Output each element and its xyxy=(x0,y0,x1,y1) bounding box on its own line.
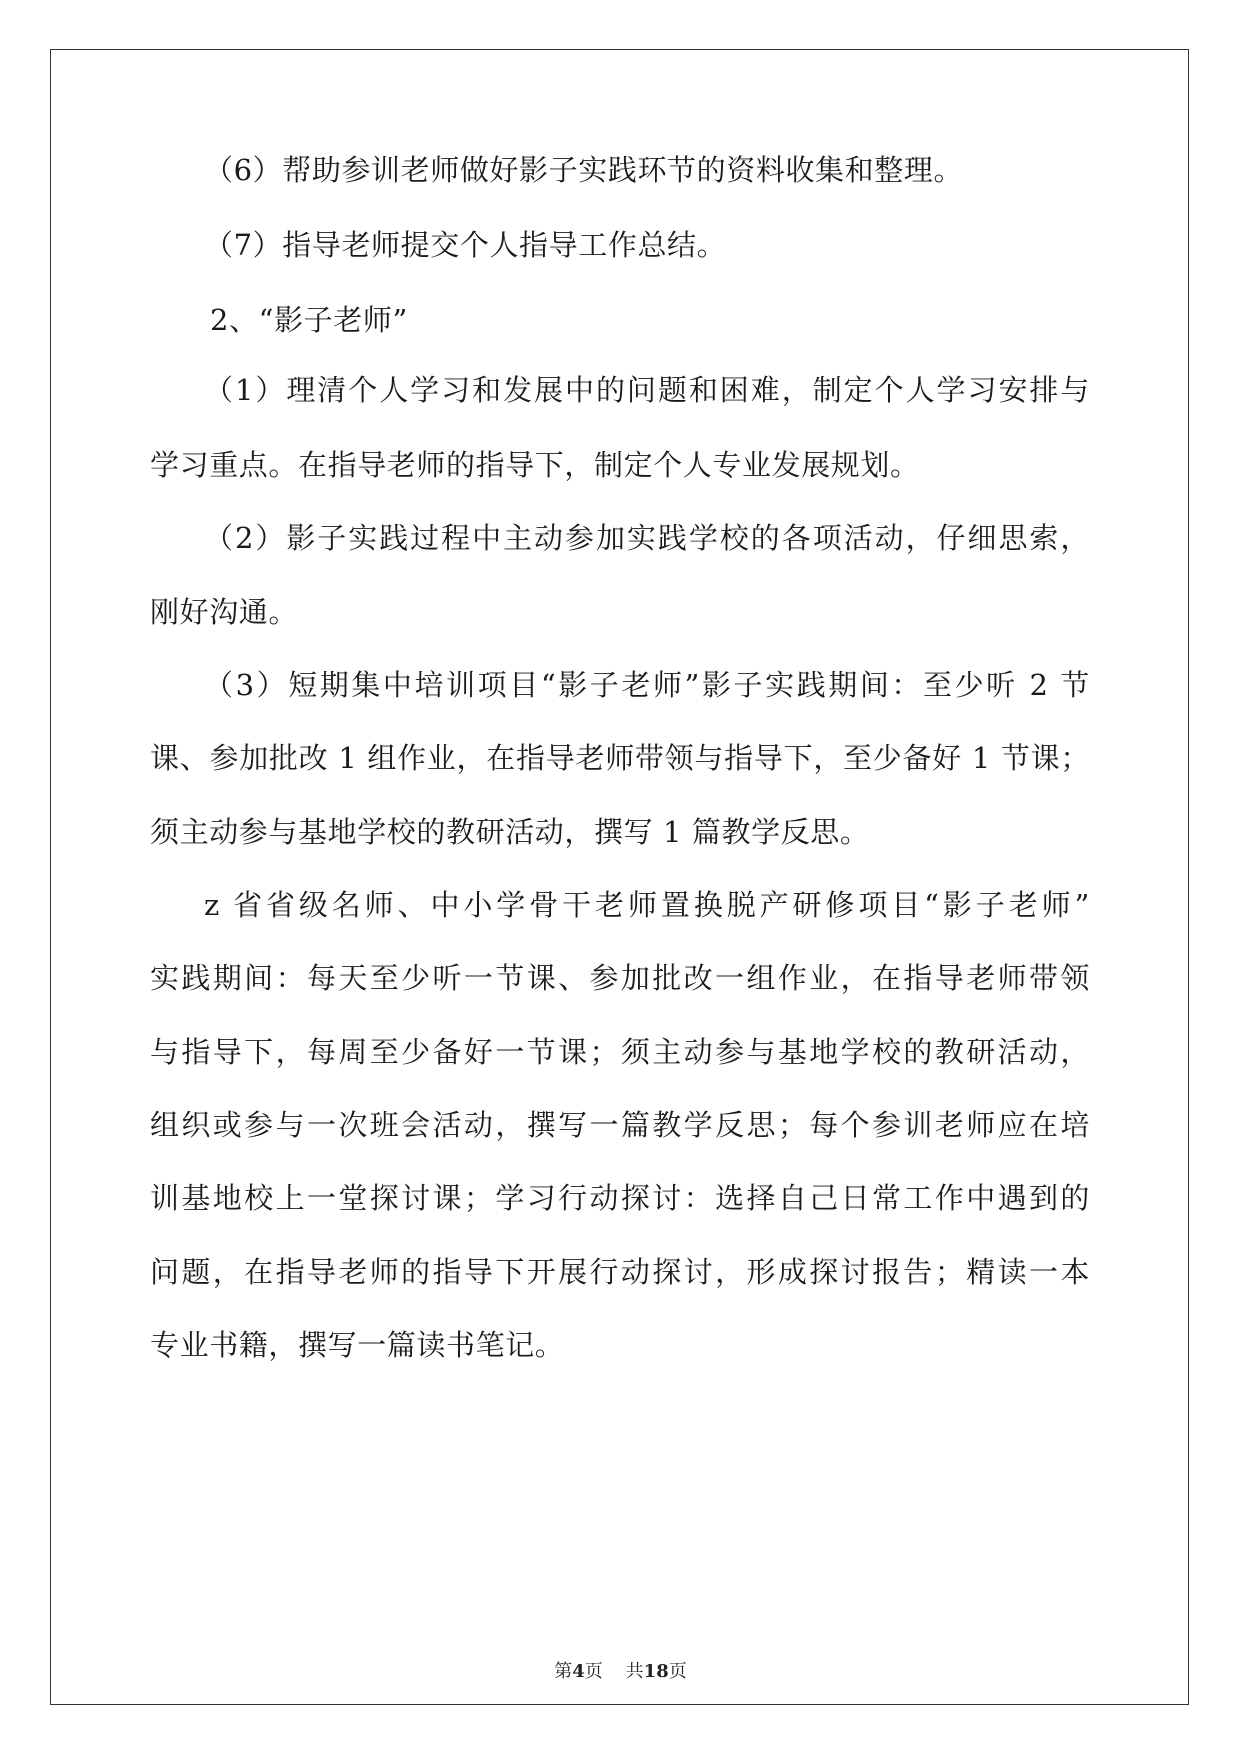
paragraph-line: 专业书籍，撰写一篇读书笔记。 xyxy=(150,1328,565,1362)
paragraph-line: 课、参加批改 1 组作业，在指导老师带领与指导下，至少备好 1 节课； xyxy=(150,741,1090,775)
paragraph-line: 组织或参与一次班会活动，撰写一篇教学反思；每个参训老师应在培 xyxy=(150,1108,1090,1142)
paragraph-line: （1）理清个人学习和发展中的问题和困难，制定个人学习安排与 xyxy=(204,373,1090,407)
page-number: 4 xyxy=(572,1661,585,1682)
total-suffix: 页 xyxy=(668,1661,687,1682)
paragraph-line: 与指导下，每周至少备好一节课；须主动参与基地学校的教研活动， xyxy=(150,1035,1090,1069)
paragraph-line: 问题，在指导老师的指导下开展行动探讨，形成探讨报告；精读一本 xyxy=(150,1255,1090,1289)
paragraph-line: 训基地校上一堂探讨课；学习行动探讨：选择自己日常工作中遇到的 xyxy=(150,1181,1090,1215)
total-prefix: 共 xyxy=(625,1661,644,1682)
page-prefix: 第 xyxy=(554,1661,573,1682)
paragraph-line: （2）影子实践过程中主动参加实践学校的各项活动，仔细思索， xyxy=(204,521,1090,555)
paragraph-line: z 省省级名师、中小学骨干老师置换脱产研修项目“影子老师” xyxy=(204,888,1090,922)
paragraph-line: （7）指导老师提交个人指导工作总结。 xyxy=(204,228,727,262)
page-suffix: 页 xyxy=(584,1661,603,1682)
paragraph-line: （6）帮助参训老师做好影子实践环节的资料收集和整理。 xyxy=(204,153,964,187)
page-border xyxy=(50,49,1189,1705)
total-pages: 18 xyxy=(643,1661,669,1682)
paragraph-line: 须主动参与基地学校的教研活动，撰写 1 篇教学反思。 xyxy=(150,815,870,849)
section-heading: 2、“影子老师” xyxy=(210,303,408,337)
paragraph-line: 学习重点。在指导老师的指导下，制定个人专业发展规划。 xyxy=(150,448,920,482)
page-footer xyxy=(0,1660,1241,1684)
paragraph-line: 刚好沟通。 xyxy=(150,595,299,629)
paragraph-line: （3）短期集中培训项目“影子老师”影子实践期间：至少听 2 节 xyxy=(204,668,1090,702)
paragraph-line: 实践期间：每天至少听一节课、参加批改一组作业，在指导老师带领 xyxy=(150,961,1090,995)
